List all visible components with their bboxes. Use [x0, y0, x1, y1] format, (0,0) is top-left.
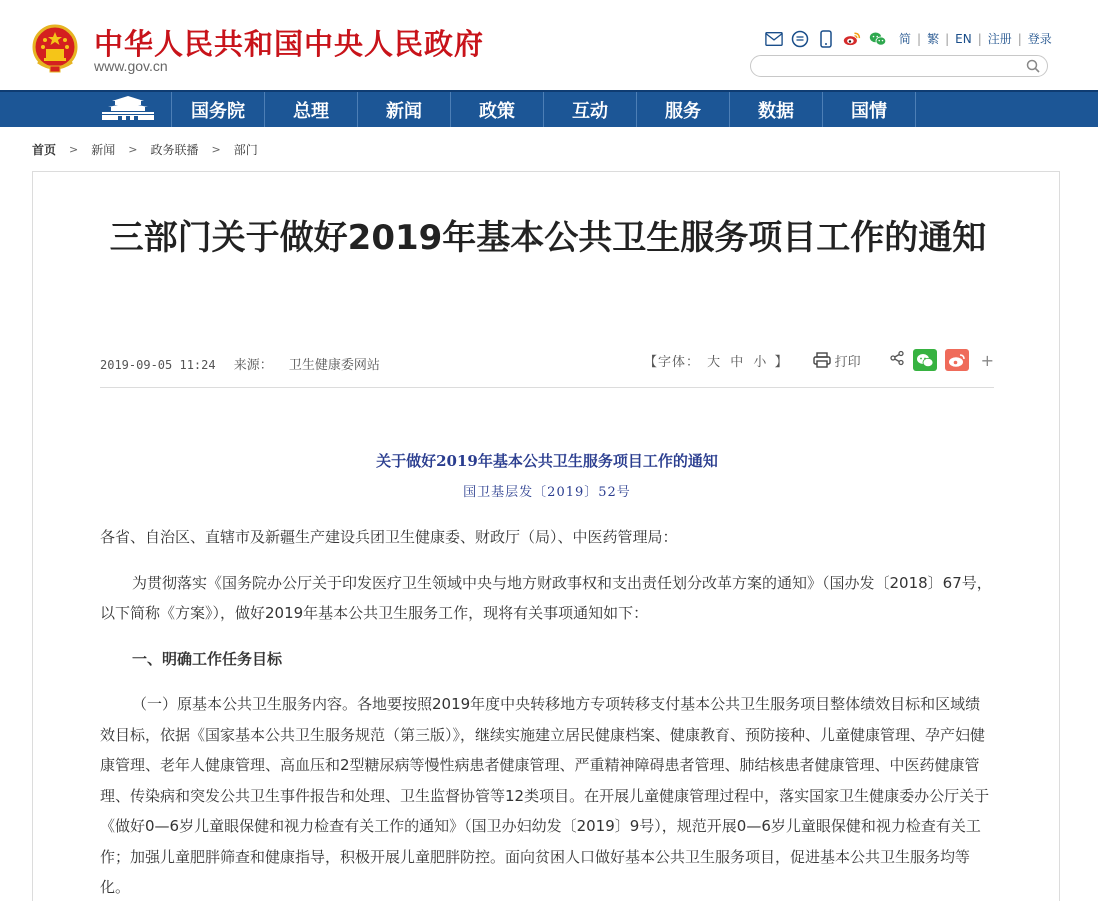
- search-icon[interactable]: [1025, 58, 1041, 74]
- printer-icon: [813, 352, 831, 368]
- article-meta-left: [100, 354, 380, 373]
- nav-item-news[interactable]: 新闻: [358, 92, 451, 127]
- divider: |: [945, 31, 950, 46]
- font-large-button[interactable]: 大: [707, 354, 722, 370]
- share-icon[interactable]: [889, 350, 905, 370]
- share-more-button[interactable]: +: [980, 350, 994, 370]
- nav-item-premier[interactable]: 总理: [265, 92, 358, 127]
- font-size-control: [644, 351, 789, 370]
- wechat-icon[interactable]: [869, 30, 887, 48]
- chevron-right-icon: >: [211, 143, 221, 156]
- mobile-icon[interactable]: [817, 30, 835, 48]
- font-medium-button[interactable]: 中: [730, 354, 745, 370]
- nav-item-policy[interactable]: 政策: [451, 92, 544, 127]
- login-link[interactable]: 登录: [1027, 32, 1052, 46]
- simplified-chinese-link[interactable]: 简: [899, 32, 912, 46]
- divider: |: [1017, 31, 1022, 46]
- nav-items: [172, 92, 916, 127]
- share-weibo-icon[interactable]: [945, 349, 969, 371]
- article-card: [32, 171, 1060, 901]
- article-meta: [100, 352, 994, 388]
- search-input[interactable]: [761, 57, 1021, 77]
- share-wechat-icon[interactable]: [913, 349, 937, 371]
- breadcrumb-departments[interactable]: 部门: [233, 143, 258, 157]
- site-url[interactable]: www.gov.cn: [94, 58, 168, 74]
- article-body: [100, 522, 994, 901]
- site-name[interactable]: 中华人民共和国中央人民政府: [94, 27, 485, 61]
- english-link[interactable]: EN: [955, 31, 972, 46]
- site-header: [0, 0, 1098, 90]
- message-icon[interactable]: [791, 30, 809, 48]
- intro-paragraph: 为贯彻落实《国务院办公厅关于印发医疗卫生领域中央与地方财政事权和支出责任划分改革方案的通知》（国办发〔2018〕67号，以下简称《方案》），做好2019年基本公共卫生服务工作，现将有关事项通知如下：: [100, 573, 992, 622]
- register-link[interactable]: 注册: [987, 32, 1012, 46]
- nav-item-national-info[interactable]: 国情: [823, 92, 916, 127]
- source-label: 来源：: [233, 358, 273, 373]
- article-title: 三部门关于做好2019年基本公共卫生服务项目工作的通知: [109, 218, 987, 258]
- search-box: [750, 55, 1048, 77]
- chevron-right-icon: >: [69, 143, 79, 156]
- tiananmen-icon: [98, 95, 158, 125]
- document-number: 国卫基层发〔2019〕52号: [463, 485, 631, 500]
- chevron-right-icon: >: [128, 143, 138, 156]
- body-paragraph: （一）原基本公共卫生服务内容。各地要按照2019年度中央转移地方专项转移支付基本公共卫生服务项目整体绩效目标和区域绩效目标，依据《国家基本公共卫生服务规范（第三版）》，继续实施建立居民健康档案、健康教育、预防接种、儿童健康管理、孕产妇健康管理、老年人健康管理、高血压和2型糖尿病等慢性病患者健康管理、严重精神障碍患者管理、肺结核患者健康管理、中医药健康管理、传染病和突发公共卫生事件报告和处理、卫生监督协管等12类项目。在开展儿童健康管理过程中，落实国家卫生健康委办公厅关于《做好0—6岁儿童眼保健和视力检查有关工作的通知》（国卫办妇幼发〔2019〕9号），规范开展0—6岁儿童眼保健和视力检查有关工作；加强儿童肥胖筛查和健康指导，积极开展儿童肥胖防控。面向贫困人口做好基本公共卫生服务项目，促进基本公共卫生服务均等化。: [100, 695, 990, 896]
- print-label: 打印: [834, 354, 861, 370]
- breadcrumb: [32, 141, 258, 158]
- top-icon-bar: [765, 29, 887, 49]
- traditional-chinese-link[interactable]: 繁: [927, 32, 940, 46]
- nav-item-data[interactable]: 数据: [730, 92, 823, 127]
- print-button[interactable]: [813, 351, 861, 370]
- divider: |: [977, 31, 982, 46]
- language-links: [893, 30, 1058, 47]
- nav-item-services[interactable]: 服务: [637, 92, 730, 127]
- section-heading: 一、明确工作任务目标: [132, 649, 283, 668]
- breadcrumb-home[interactable]: 首页: [32, 143, 57, 157]
- font-small-button[interactable]: 小: [753, 354, 768, 370]
- mail-icon[interactable]: [765, 30, 783, 48]
- divider: |: [917, 31, 922, 46]
- source-name: 卫生健康委网站: [288, 358, 380, 373]
- weibo-icon[interactable]: [843, 30, 861, 48]
- publish-date: 2019-09-05 11:24: [100, 358, 216, 372]
- article-tools: [644, 348, 994, 372]
- font-label: 【字体：: [643, 354, 700, 370]
- breadcrumb-news[interactable]: 新闻: [91, 143, 116, 157]
- main-nav: [0, 90, 1098, 127]
- salutation: 各省、自治区、直辖市及新疆生产建设兵团卫生健康委、财政厅（局）、中医药管理局：: [100, 528, 678, 546]
- nav-item-interaction[interactable]: 互动: [544, 92, 637, 127]
- font-label-close: 】: [774, 354, 789, 370]
- breadcrumb-government-news[interactable]: 政务联播: [150, 143, 199, 157]
- nav-home-button[interactable]: [84, 92, 172, 127]
- national-emblem-logo[interactable]: [32, 24, 78, 74]
- document-title: 关于做好2019年基本公共卫生服务项目工作的通知: [376, 452, 718, 470]
- nav-item-state-council[interactable]: 国务院: [172, 92, 265, 127]
